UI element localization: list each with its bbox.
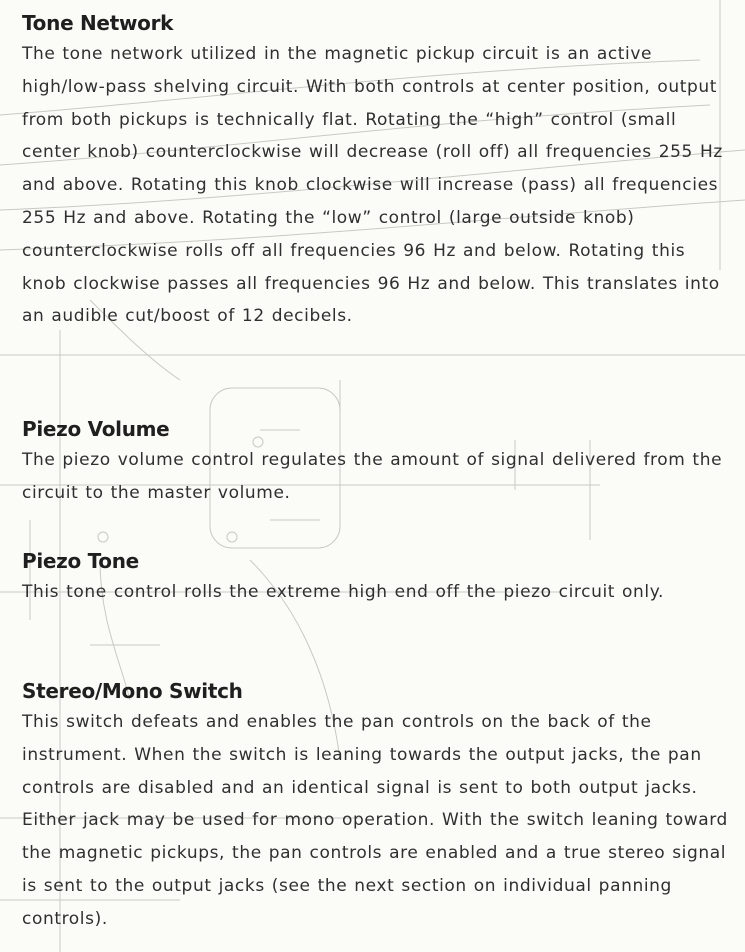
section-heading: Stereo/Mono Switch bbox=[22, 679, 243, 703]
section-body: The piezo volume control regulates the amount of signal delivered from the circuit to the master volume. bbox=[22, 450, 723, 503]
section-heading: Tone Network bbox=[22, 11, 174, 35]
section-body: This tone control rolls the extreme high end off the piezo circuit only. bbox=[22, 582, 664, 602]
section-heading: Piezo Volume bbox=[22, 417, 170, 441]
section-stereo-mono-switch bbox=[22, 676, 734, 936]
section-body: The tone network utilized in the magnetic pickup circuit is an active high/low-pass shelving circuit. With both controls at center position, output from both pickups is technically flat. Rotating the “high” control (small center knob) counterclockwise will decrease (roll off) all frequencies 255 Hz and above. Rotating this knob clockwise will increase (pass) all frequencies 255 Hz and above. Rotating the “low” control (large outside knob) counterclockwise rolls off all frequencies 96 Hz and below. Rotating this knob clockwise passes all frequencies 96 Hz and below. This translates into an audible cut/boost of 12 decibels. bbox=[22, 44, 723, 327]
section-piezo-volume bbox=[22, 414, 734, 510]
section-tone-network bbox=[22, 8, 734, 333]
section-piezo-tone bbox=[22, 546, 664, 609]
section-heading: Piezo Tone bbox=[22, 549, 139, 573]
section-body: This switch defeats and enables the pan controls on the back of the instrument. When the switch is leaning towards the output jacks, the pan controls are disabled and an identical signal is sent to both output jacks. Either jack may be used for mono operation. With the switch leaning toward the magnetic pickups, the pan controls are enabled and a true stereo signal is sent to the output jacks (see the next section on individual panning controls). bbox=[22, 712, 728, 929]
